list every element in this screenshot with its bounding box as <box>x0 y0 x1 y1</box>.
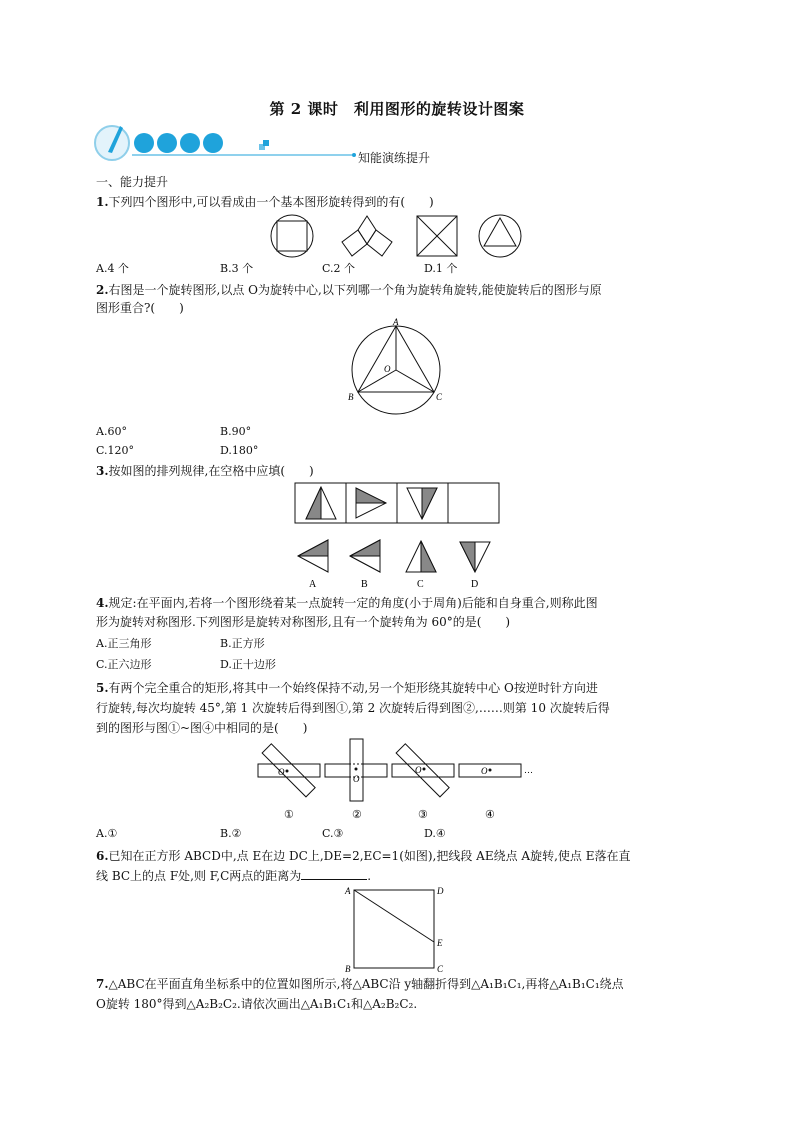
question-text: 按如图的排列规律,在空格中应填( ) <box>108 464 314 478</box>
svg-text:O: O <box>353 774 360 784</box>
question-5-cont: 行旋转,每次均旋转 45°,第 1 次旋转后得到图①,第 2 次旋转后得到图②,……则第 10 次旋转后得 <box>96 701 610 715</box>
label-C: C <box>437 964 444 974</box>
q1-figure-2 <box>342 216 392 256</box>
svg-text:…: … <box>524 765 533 775</box>
option-c: C.2 个 <box>322 262 356 275</box>
q2-figure <box>340 318 460 418</box>
question-number: 3. <box>96 464 109 478</box>
question-2-cont: 图形重合?( ) <box>96 301 184 315</box>
option-d: D.④ <box>424 827 446 840</box>
answer-blank[interactable] <box>301 868 367 880</box>
svg-text:④: ④ <box>485 809 495 821</box>
question-number: 4. <box>96 596 109 610</box>
label-C: C <box>436 392 443 402</box>
seq-cell-2 <box>356 488 386 518</box>
seq-cell-1 <box>306 487 336 519</box>
question-number: 2. <box>96 283 109 297</box>
banner-logo-circle <box>95 126 129 160</box>
svg-text:②: ② <box>352 809 362 821</box>
q1-figure-4 <box>479 215 521 257</box>
banner-dot <box>203 133 223 153</box>
label-E: E <box>437 938 443 948</box>
question-2 <box>96 282 602 298</box>
question-5-cont: 到的图形与图①~图④中相同的是( ) <box>96 721 308 735</box>
svg-text:O: O <box>481 766 488 776</box>
question-6-cont: 线 BC上的点 F处,则 F,C两点的距离为 . <box>96 869 372 883</box>
q5-figure-3 <box>392 744 454 821</box>
question-text: 右图是一个旋转图形,以点 O为旋转中心,以下列哪一个角为旋转角旋转,能使旋转后的图形与原 <box>108 283 602 297</box>
choice-b <box>350 540 380 590</box>
question-1 <box>96 194 434 210</box>
label-B: B <box>345 964 351 974</box>
question-text: 线 BC上的点 F处,则 F,C两点的距离为 <box>96 869 302 883</box>
label-D: D <box>437 886 444 896</box>
question-text: △ABC在平面直角坐标系中的位置如图所示,将△ABC沿 y轴翻折得到△A₁B₁C₁,再将△A₁B₁C₁绕点 <box>108 977 624 991</box>
question-number: 5. <box>96 681 109 695</box>
option-a: A.① <box>96 827 118 840</box>
choice-a <box>298 540 328 590</box>
q1-figure-1 <box>271 215 313 257</box>
question-text: 有两个完全重合的矩形,将其中一个始终保持不动,另一个矩形绕其旋转中心 O按逆时针方向进 <box>108 681 598 695</box>
page-title: 第 2 课时 利用图形的旋转设计图案 <box>269 100 525 118</box>
question-text: 规定:在平面内,若将一个图形绕着某一点旋转一定的角度(小于周角)后能和自身重合,则称此图 <box>108 596 598 610</box>
option-d: D.180° <box>220 444 259 457</box>
choice-d <box>460 542 490 590</box>
question-7-cont: O旋转 180°得到△A₂B₂C₂.请依次画出△A₁B₁C₁和△A₂B₂C₂. <box>96 997 418 1011</box>
question-4-cont: 形为旋转对称图形.下列图形是旋转对称图形,且有一个旋转角为 60°的是( ) <box>96 615 511 629</box>
choice-c <box>406 541 436 590</box>
question-number: 6. <box>96 849 109 863</box>
q5-figure-2 <box>325 739 387 821</box>
option-d: D.1 个 <box>424 262 458 275</box>
option-b: B.② <box>220 827 242 840</box>
question-3 <box>96 463 314 479</box>
question-text: 下列四个图形中,可以看成由一个基本图形旋转得到的有( ) <box>108 195 434 209</box>
banner-dot <box>157 133 177 153</box>
option-a: A.4 个 <box>96 262 129 275</box>
question-7 <box>96 976 624 992</box>
svg-text:A: A <box>309 579 317 590</box>
svg-text:D: D <box>471 579 479 590</box>
option-c: C.③ <box>322 827 344 840</box>
option-c: C.120° <box>96 444 135 457</box>
svg-text:①: ① <box>284 809 294 821</box>
q5-figures <box>256 738 546 824</box>
option-b: B.正方形 <box>220 637 265 650</box>
question-5 <box>96 680 598 696</box>
question-text: 已知在正方形 ABCD中,点 E在边 DC上,DE=2,EC=1(如图),把线段 AE绕点 A旋转,使点 E落在直 <box>108 849 631 863</box>
option-b: B.90° <box>220 425 252 438</box>
label-A: A <box>393 317 399 327</box>
q3-sequence <box>294 482 502 526</box>
option-a: A.60° <box>96 425 127 438</box>
question-4 <box>96 595 598 611</box>
svg-text:O: O <box>278 767 285 777</box>
question-number: 7. <box>96 977 109 991</box>
banner-dot <box>180 133 200 153</box>
q3-choices <box>290 536 510 592</box>
svg-text:O: O <box>415 765 422 775</box>
option-c: C.正六边形 <box>96 658 152 671</box>
svg-text:③: ③ <box>418 809 428 821</box>
q1-figure-3 <box>417 216 457 256</box>
option-a: A.正三角形 <box>96 637 152 650</box>
q6-figure <box>342 884 454 972</box>
q5-figure-4 <box>459 764 533 821</box>
question-6 <box>96 848 630 864</box>
banner-square-icon <box>263 140 269 146</box>
option-d: D.正十边形 <box>220 658 276 671</box>
label-B: B <box>348 392 354 402</box>
banner-dot <box>134 133 154 153</box>
q1-figures <box>270 212 530 260</box>
seq-cell-3 <box>407 488 437 519</box>
svg-text:B: B <box>361 579 368 590</box>
svg-text:C: C <box>417 579 424 590</box>
q5-figure-1 <box>258 744 320 821</box>
option-b: B.3 个 <box>220 262 254 275</box>
label-O: O <box>384 364 391 374</box>
question-number: 1. <box>96 195 109 209</box>
label-A: A <box>345 886 351 896</box>
section-heading: 一、能力提升 <box>96 175 169 189</box>
banner-label: 知能演练提升 <box>358 151 431 165</box>
